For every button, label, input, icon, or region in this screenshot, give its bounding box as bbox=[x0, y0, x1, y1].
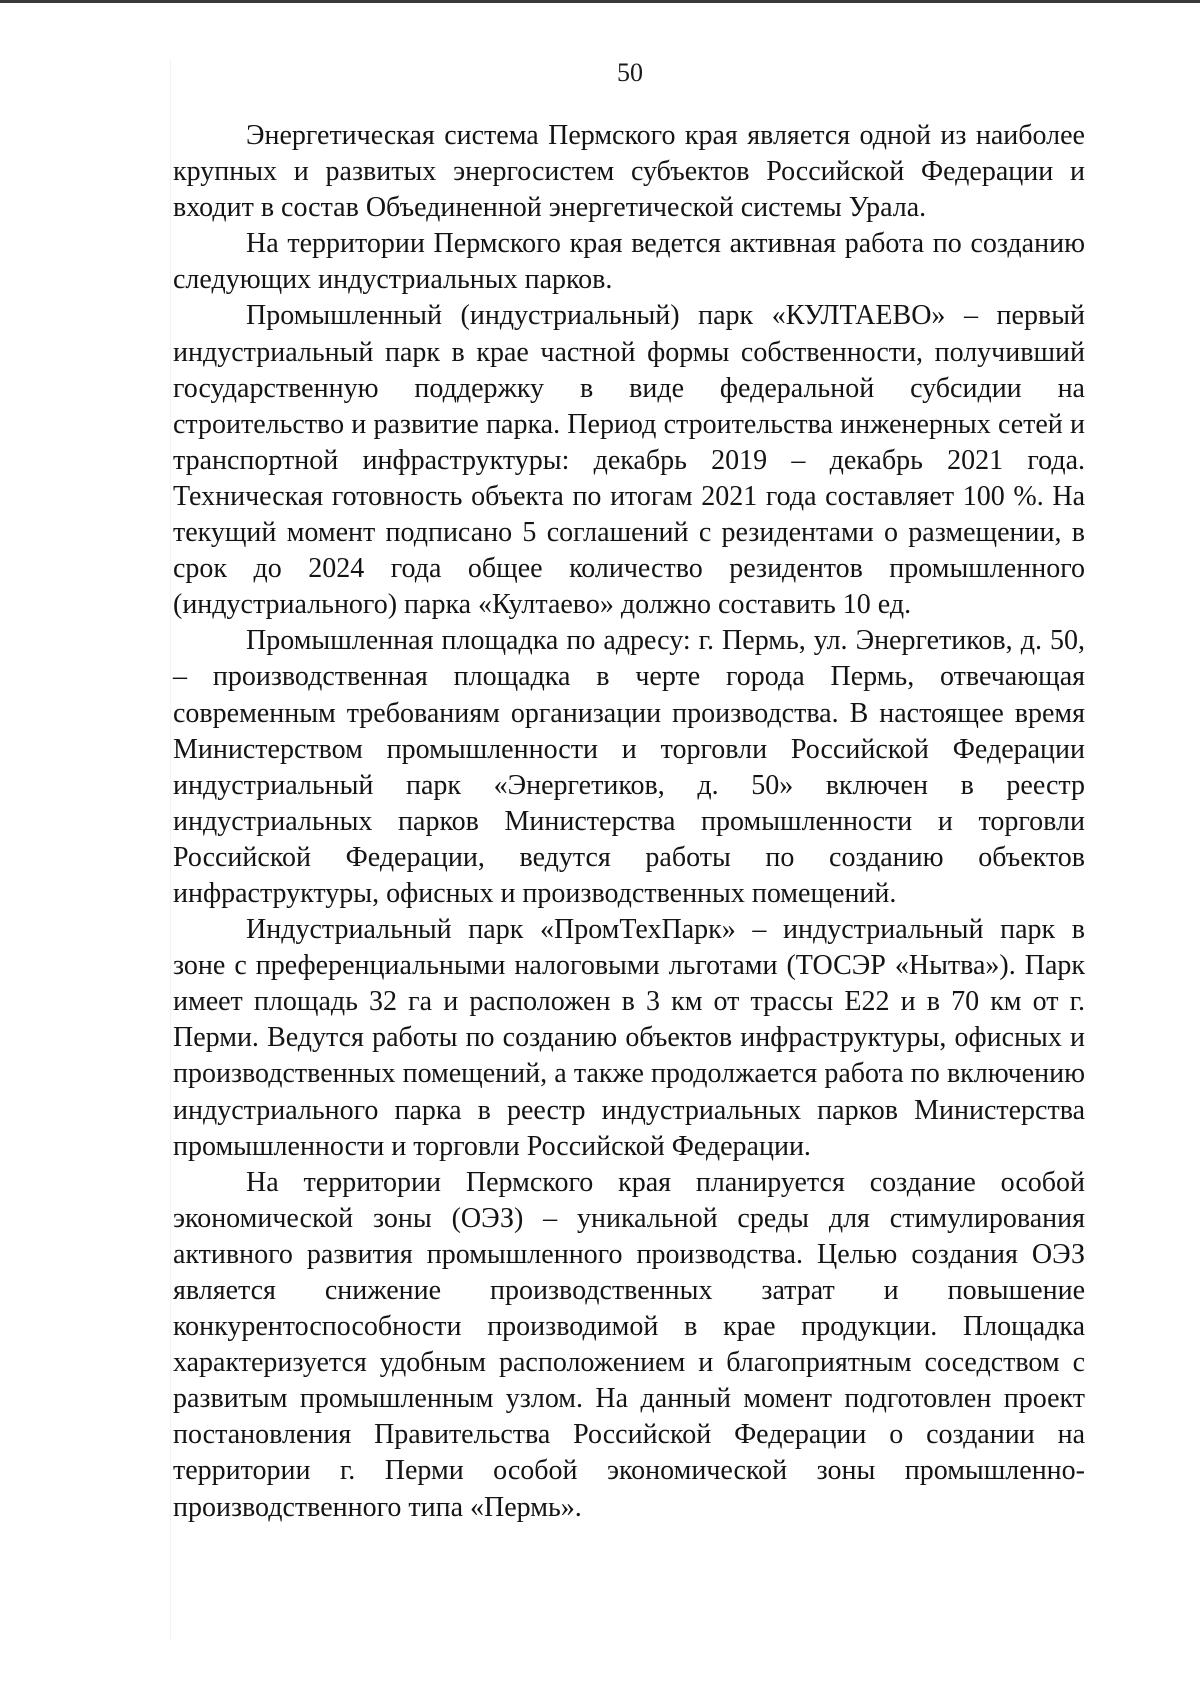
scan-top-edge bbox=[0, 0, 1200, 3]
paragraph-industrial-parks-intro: На территории Пермского края ведется активная работа по созданию следующих индустриальных парков. bbox=[173, 228, 1085, 296]
paragraph-energy-system: Энергетическая система Пермского края является одной из наиболее крупных и развитых энергосистем субъектов Российской Федерации и входит в состав Объединенной энергетической системы Урала. bbox=[173, 120, 1085, 224]
paragraph-energetikov-site: Промышленная площадка по адресу: г. Пермь, ул. Энергетиков, д. 50, – производственная площадка в черте города Пермь, отвечающая современным требованиям организации производства. В настоящее время Министерством промышленности и торговли Российской Федерации индустриальный парк «Энергетиков, д. 50» включен в реестр индустриальных парков Министерства промышленности и торговли Российской Федерации, ведутся работы по созданию объектов инфраструктуры, офисных и производственных помещений. bbox=[173, 625, 1085, 909]
scan-left-margin-line bbox=[170, 60, 171, 1640]
paragraph-kultaevo-park: Промышленный (индустриальный) парк «КУЛТАЕВО» – первый индустриальный парк в крае частной формы собственности, получивший государственную поддержку в виде федеральной субсидии на строительство и развитие парка. Период строительства инженерных сетей и транспортной инфраструктуры: декабрь 2019 – декабрь 2021 года. Техническая готовность объекта по итогам 2021 года составляет 100 %. На текущий момент подписано 5 соглашений с резидентами о размещении, в срок до 2024 года общее количество резидентов промышленного (индустриального) парка «Култаево» должно составить 10 ед. bbox=[173, 300, 1085, 621]
page-number: 50 bbox=[617, 58, 643, 87]
paragraph-promtehpark: Индустриальный парк «ПромТехПарк» – индустриальный парк в зоне с преференциальными налоговыми льготами (ТОСЭР «Нытва»). Парк имеет площадь 32 га и расположен в 3 км от трассы Е22 и в 70 км от г. Перми. Ведутся работы по созданию объектов инфраструктуры, офисных и производственных помещений, а также продолжается работа по включению индустриального парка в реестр индустриальных парков Министерства промышленности и торговли Российской Федерации. bbox=[173, 914, 1085, 1162]
paragraph-special-economic-zone: На территории Пермского края планируется создание особой экономической зоны (ОЭЗ) – уникальной среды для стимулирования активного развития промышленного производства. Целью создания ОЭЗ является снижение производственных затрат и повышение конкурентоспособности производимой в крае продукции. Площадка характеризуется удобным расположением и благоприятным соседством с развитым промышленным узлом. На данный момент подготовлен проект постановления Правительства Российской Федерации о создании на территории г. Перми особой экономической зоны промышленно-производственного типа «Пермь». bbox=[173, 1166, 1085, 1523]
document-body bbox=[173, 118, 1085, 1526]
